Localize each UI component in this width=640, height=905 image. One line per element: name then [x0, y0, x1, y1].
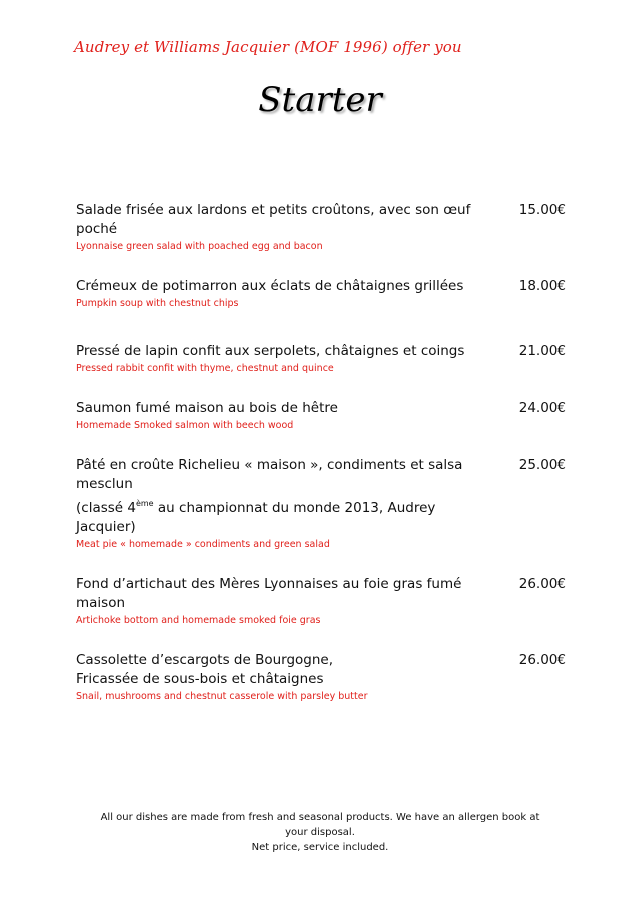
dish-price: 26.00€: [518, 652, 566, 668]
footer-line1: All our dishes are made from fresh and seasonal products. We have an allergen book at your disposal.: [100, 812, 540, 838]
dish-name-en: Homemade Smoked salmon with beech wood: [76, 420, 294, 431]
dish-name-en: Meat pie « homemade » condiments and green salad: [76, 539, 330, 550]
page-title: Starter: [258, 80, 382, 120]
dish-name-fr: Fond d’artichaut des Mères Lyonnaises au foie gras fumé maison: [76, 576, 462, 611]
dish-name-fr-line2-pre: (classé 4: [76, 500, 136, 516]
dish-price: 25.00€: [518, 457, 566, 473]
footer-note: [90, 810, 550, 855]
dish-price: 24.00€: [518, 400, 566, 416]
menu-item: [76, 201, 566, 254]
dish-name-en: Artichoke bottom and homemade smoked foie gras: [76, 615, 321, 626]
menu-item: [76, 651, 566, 704]
dish-name-fr: Pressé de lapin confit aux serpolets, châtaignes et coings: [76, 343, 465, 359]
dish-name-fr-line2: Fricassée de sous-bois et châtaignes: [76, 671, 324, 687]
dish-price: 18.00€: [518, 278, 566, 294]
menu-item: [76, 456, 566, 552]
dish-name-fr: Salade frisée aux lardons et petits croûtons, avec son œuf poché: [76, 202, 471, 237]
footer-line2: Net price, service included.: [251, 842, 389, 853]
dish-name-fr: [76, 456, 496, 537]
dish-name-en: Lyonnaise green salad with poached egg and bacon: [76, 241, 323, 252]
menu-item: [76, 342, 566, 376]
menu-item: [76, 277, 566, 311]
dish-name-fr: Saumon fumé maison au bois de hêtre: [76, 400, 338, 416]
dish-name-en: Pressed rabbit confit with thyme, chestnut and quince: [76, 363, 334, 374]
dish-price: 21.00€: [518, 343, 566, 359]
dish-price: 15.00€: [518, 202, 566, 218]
dish-name-fr: [76, 651, 486, 689]
dish-name-fr-line1: Cassolette d’escargots de Bourgogne,: [76, 652, 334, 668]
menu-list: [76, 201, 566, 727]
restaurant-tagline: Audrey et Williams Jacquier (MOF 1996) offer you: [74, 38, 462, 56]
menu-item: [76, 399, 566, 433]
dish-name-fr: Crémeux de potimarron aux éclats de châtaignes grillées: [76, 278, 464, 294]
ordinal-superscript: ème: [135, 499, 154, 508]
menu-item: [76, 575, 566, 628]
dish-name-en: Snail, mushrooms and chestnut casserole with parsley butter: [76, 691, 368, 702]
dish-name-fr-line2-post: au championnat du monde 2013, Audrey Jacquier): [76, 500, 436, 535]
dish-price: 26.00€: [518, 576, 566, 592]
dish-name-fr-line1: Pâté en croûte Richelieu « maison », condiments et salsa mesclun: [76, 457, 463, 492]
dish-name-en: Pumpkin soup with chestnut chips: [76, 298, 239, 309]
